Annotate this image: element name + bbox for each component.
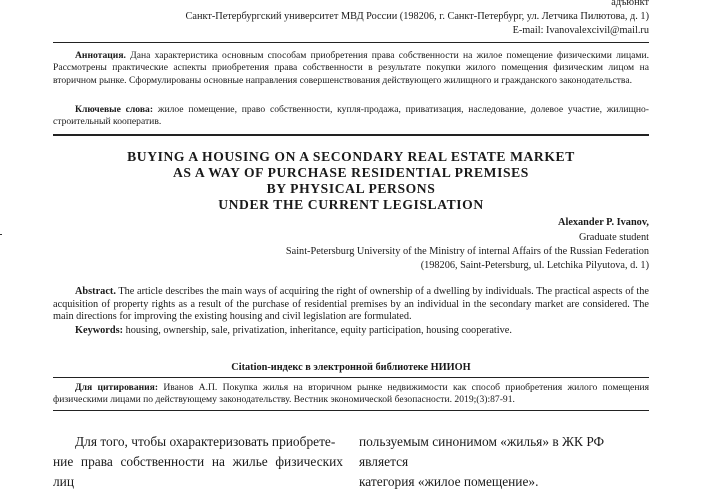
body-left-line-1: Для того, чтобы охарактеризовать приобрете- bbox=[75, 434, 336, 449]
author-affiliation-en: Saint-Petersburg University of the Ministry of internal Affairs of the Russian Federation bbox=[285, 246, 649, 257]
abstract-ru-label: Аннотация. bbox=[75, 50, 126, 61]
citation-heading: Citation-индекс в электронной библиотеке НИИОН bbox=[231, 362, 471, 373]
author-rank: адъюнкт bbox=[611, 0, 649, 8]
rule-middle bbox=[53, 134, 649, 136]
rule-top bbox=[53, 42, 649, 43]
abstract-en-label: Abstract. bbox=[75, 286, 116, 297]
body-right-line-1: пользуемым синонимом «жилья» в ЖК РФ является bbox=[359, 434, 605, 469]
citation-block bbox=[53, 382, 649, 407]
author-email: E-mail: Ivanovalexcivil@mail.ru bbox=[512, 25, 649, 36]
abstract-ru bbox=[53, 50, 649, 87]
title-en-line-2: AS A WAY OF PURCHASE RESIDENTIAL PREMISES bbox=[173, 165, 529, 180]
abstract-en-text: The article describes the main ways of acquiring the right of ownership of a dwelling by individuals. The practical aspects of the acquisition of property rights as a result of the purchase of residential premises by an individual in the secondary market are considered. The main directions for improving the existing housing and civil legislation are formulated. bbox=[53, 286, 649, 323]
author-name-en: Alexander P. Ivanov, bbox=[558, 217, 649, 228]
author-affiliation-ru: Санкт-Петербургский университет МВД России (198206, г. Санкт-Петербург, ул. Летчика Пилютова, д. 1) bbox=[185, 11, 649, 22]
author-position-en: Graduate student bbox=[578, 232, 649, 243]
title-en bbox=[53, 149, 649, 213]
keywords-en-label: Keywords: bbox=[75, 325, 124, 336]
body-right-line-2: категория «жилое помещение». bbox=[359, 474, 539, 489]
keywords-ru-label: Ключевые слова: bbox=[75, 104, 154, 115]
title-en-line-3: BY PHYSICAL PERSONS bbox=[266, 181, 436, 196]
title-en-line-1: BUYING A HOUSING ON A SECONDARY REAL ESTATE MARKET bbox=[127, 149, 575, 164]
body-column-right bbox=[359, 432, 649, 492]
body-left-line-2: ние права собственности на жилье физических лиц bbox=[53, 454, 343, 489]
rule-citation-top bbox=[53, 377, 649, 378]
citation-label: Для цитирования: bbox=[75, 382, 159, 393]
rule-citation-bottom bbox=[53, 410, 649, 411]
abstract-en bbox=[53, 286, 649, 324]
keywords-ru bbox=[53, 104, 649, 129]
margin-mark bbox=[0, 234, 2, 235]
body-column-left bbox=[53, 432, 343, 492]
abstract-ru-text: Дана характеристика основным способам приобретения права собственности на жилое помещение физическими лицами. Рассмотрены практические аспекты приобретения права собственности в результате покупки жилого помещения физическим лицом на вторичном рынке. Сформулированы основные направления совершенствования действующего жилищного и гражданского законодательства. bbox=[53, 50, 649, 86]
keywords-ru-text: жилое помещение, право собственности, купля-продажа, приватизация, наследование, долевое участие, жилищно-строительный кооператив. bbox=[53, 104, 649, 128]
keywords-en bbox=[53, 325, 649, 338]
title-en-line-4: UNDER THE CURRENT LEGISLATION bbox=[218, 197, 484, 212]
author-address-en: (198206, Saint-Petersburg, ul. Letchika Pilyutova, d. 1) bbox=[420, 260, 649, 271]
keywords-en-text: housing, ownership, sale, privatization, inheritance, equity participation, housing cooperative. bbox=[125, 325, 512, 336]
citation-text: Иванов А.П. Покупка жилья на вторичном рынке недвижимости как способ приобретения жилого помещения физическими лицами по действующему законодательству. Вестник экономической безопасности. 2019;(3):87-91. bbox=[53, 382, 649, 406]
